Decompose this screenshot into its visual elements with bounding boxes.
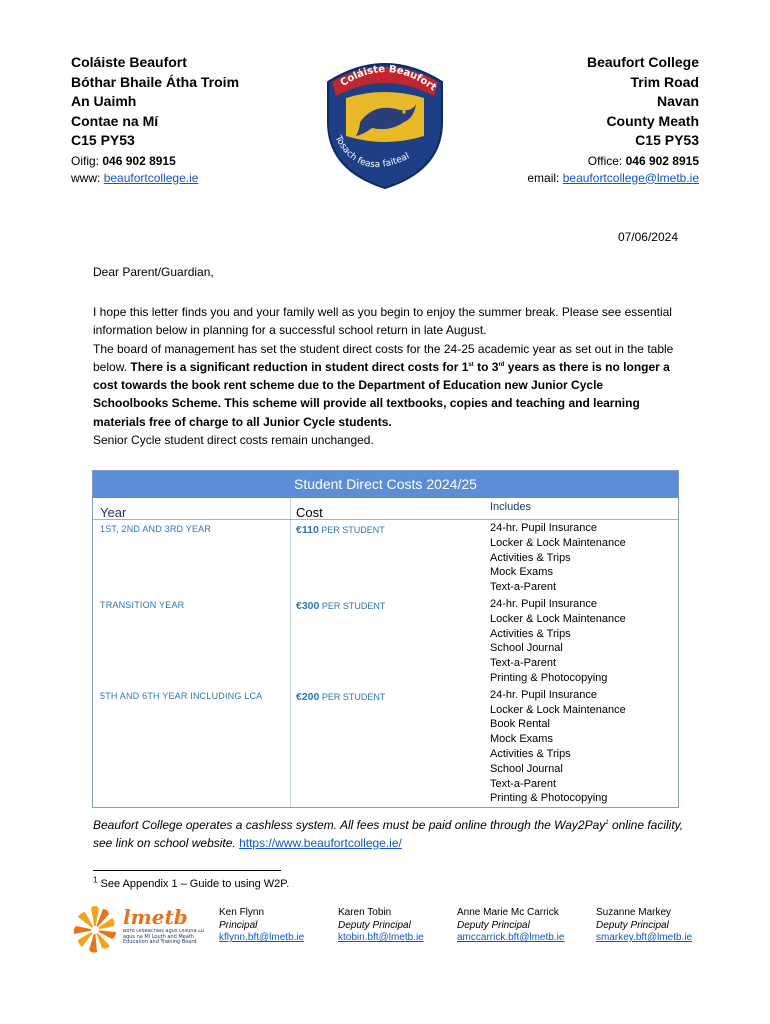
paragraph-intro: I hope this letter finds you and your family well as you begin to enjoy the summer break. Please see essential information below in planning for a successful school return in late August. (93, 305, 672, 338)
address-line: Navan (656, 93, 699, 109)
table-row (93, 687, 678, 807)
staff-deputy (457, 907, 564, 945)
row-includes (484, 687, 678, 807)
costs-plain-text: The board of management has set the student direct costs for the 24-25 academic year as set out in the table below. (93, 341, 674, 374)
include-item: Locker & Lock Maintenance (490, 612, 626, 625)
cost-unit: PER STUDENT (321, 525, 385, 535)
address-line: C15 PY53 (71, 132, 135, 148)
paragraph-senior: Senior Cycle student direct costs remain unchanged. (93, 433, 374, 448)
include-item: Text-a-Parent (490, 657, 557, 670)
include-item: Locker & Lock Maintenance (490, 536, 626, 549)
cost-unit: PER STUDENT (321, 600, 386, 611)
phone-label: Office: (587, 153, 623, 168)
address-line: County Meath (606, 112, 699, 129)
letter-body (93, 303, 679, 449)
ordinal-suffix: st (468, 361, 474, 368)
website-label: www: (71, 170, 101, 185)
include-item: Text-a-Parent (490, 777, 557, 790)
crest-top-text: Coláiste Beaufort (338, 63, 439, 94)
include-item: School Journal (490, 762, 563, 775)
cost-amount: €300 (296, 599, 320, 612)
row-year: 5TH AND 6TH YEAR INCLUDING LCA (100, 690, 263, 701)
address-line: An Uaimh (71, 93, 137, 109)
table-title: Student Direct Costs 2024/25 (93, 471, 678, 498)
staff-email[interactable]: kflynn.bft@lmetb.ie (219, 932, 305, 943)
footnote-divider (93, 870, 281, 871)
include-item: Book Rental (490, 718, 550, 731)
salutation: Dear Parent/Guardian, (93, 265, 214, 279)
paragraph-costs (93, 340, 679, 431)
row-includes (484, 520, 678, 596)
table-row (93, 596, 678, 687)
website-line (71, 170, 311, 187)
staff-role: Principal (219, 919, 258, 931)
row-year: TRANSITION YEAR (100, 599, 185, 610)
row-includes (484, 596, 678, 687)
address-line: C15 PY53 (635, 132, 699, 148)
lmetb-logo (73, 900, 213, 960)
include-item: Text-a-Parent (490, 581, 557, 594)
footnote-ref[interactable]: 1 (605, 820, 609, 826)
phone-number: 046 902 8915 (102, 153, 176, 168)
website-link[interactable]: beaufortcollege.ie (103, 170, 199, 185)
phone-number: 046 902 8915 (625, 153, 699, 168)
crest-motto: Tosach feasa faiteal (332, 134, 412, 171)
row-cost (290, 687, 484, 807)
include-item: Printing & Photocopying (490, 671, 608, 684)
include-item: 24-hr. Pupil Insurance (490, 688, 598, 701)
costs-bold-text: to 3 (473, 359, 499, 374)
footnote-text: See Appendix 1 – Guide to using W2P. (97, 878, 290, 890)
cost-unit: PER STUDENT (321, 691, 386, 702)
include-item: Mock Exams (490, 733, 553, 746)
header-cost: Cost (290, 498, 484, 519)
email-link[interactable]: beaufortcollege@lmetb.ie (562, 170, 699, 185)
staff-deputy (596, 907, 692, 945)
address-line: Bóthar Bhaile Átha Troim (71, 73, 240, 90)
irish-address-block (71, 53, 311, 187)
address-line: Contae na Mí (71, 112, 159, 129)
office-phone (419, 153, 699, 170)
table-header-row (93, 498, 678, 520)
include-item: 24-hr. Pupil Insurance (490, 597, 598, 610)
cashless-text: Beaufort College operates a cashless system. All fees must be paid online through the Way2Pay (93, 818, 606, 832)
staff-deputy (338, 907, 424, 945)
costs-bold-text: There is a significant reduction in student direct costs for 1 (130, 359, 469, 374)
address-line: Beaufort College (586, 54, 699, 70)
english-address-block (419, 53, 699, 187)
staff-role: Deputy Principal (457, 919, 530, 931)
include-item: Locker & Lock Maintenance (490, 703, 626, 716)
include-item: 24-hr. Pupil Insurance (490, 522, 598, 534)
include-item: School Journal (490, 642, 563, 655)
row-cost (290, 520, 484, 596)
cashless-text: online facility, see link on school website. (93, 818, 684, 850)
staff-email[interactable]: ktobin.bft@lmetb.ie (338, 932, 424, 943)
school-website-link[interactable]: https://www.beaufortcollege.ie/ (239, 835, 402, 850)
costs-bold-text: years as there is no longer a cost towards the book rent scheme due to the Department of Education new Junior Cycle Schoolbooks Scheme. This scheme will provide all textbooks, copies and teaching and learning materials free of charge to all Junior Cycle students. (93, 359, 670, 429)
row-cost (290, 596, 484, 687)
cost-amount: €110 (296, 524, 319, 536)
row-year: 1ST, 2ND AND 3RD YEAR (100, 524, 212, 534)
staff-principal (219, 907, 304, 945)
staff-email[interactable]: amccarrick.bft@lmetb.ie (457, 932, 565, 943)
address-line: Coláiste Beaufort (71, 54, 187, 70)
header-includes: Includes (490, 501, 531, 513)
staff-name: Ken Flynn (219, 907, 265, 918)
include-item: Activities & Trips (490, 747, 571, 760)
cost-amount: €200 (296, 690, 320, 703)
lmetb-wordmark: lmetb (123, 905, 188, 929)
office-phone (71, 153, 311, 170)
phone-label: Oifig: (71, 153, 100, 168)
staff-name: Suzanne Markey (596, 907, 672, 918)
student-costs-table (92, 470, 679, 808)
header-year: Year (100, 505, 127, 520)
staff-role: Deputy Principal (596, 919, 669, 931)
include-item: Mock Exams (490, 566, 553, 579)
email-label: email: (527, 170, 560, 185)
letter-date: 07/06/2024 (617, 230, 678, 244)
include-item: Activities & Trips (490, 551, 571, 564)
cashless-notice (93, 817, 693, 852)
lmetb-subtitle: Bord Oideachais agus Oiliúna Lú agus na Mí Louth and Meath Education and Training Board (123, 929, 204, 946)
staff-role: Deputy Principal (338, 919, 411, 931)
include-item: Activities & Trips (490, 627, 571, 640)
staff-name: Anne Marie Mc Carrick (457, 907, 559, 918)
staff-name: Karen Tobin (338, 907, 392, 918)
footnote (93, 875, 290, 890)
footnote-number: 1 (93, 875, 98, 885)
staff-email[interactable]: smarkey.bft@lmetb.ie (596, 932, 693, 943)
include-item: Printing & Photocopying (490, 792, 608, 805)
address-line: Trim Road (630, 73, 699, 90)
ordinal-suffix: rd (498, 361, 505, 368)
email-line (419, 170, 699, 187)
table-row (93, 520, 678, 596)
